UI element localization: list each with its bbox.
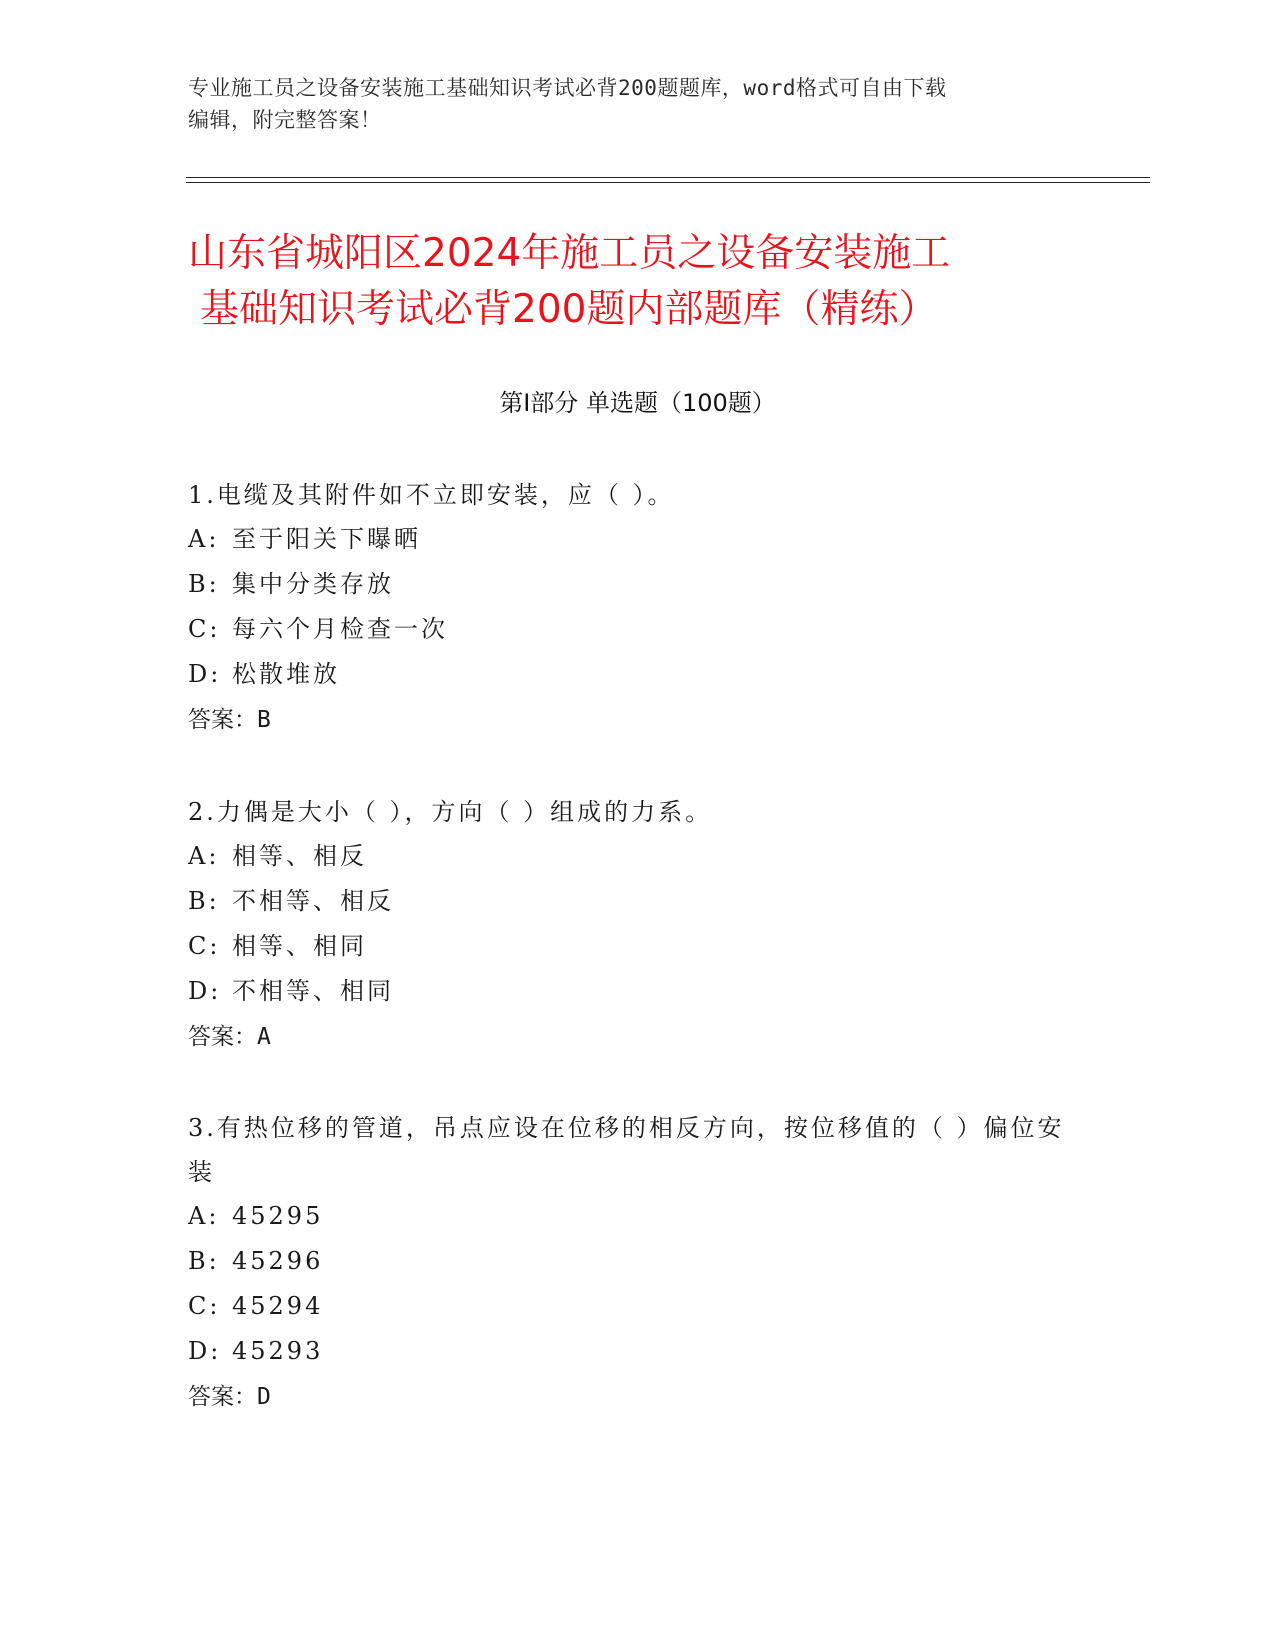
option-c [188, 1284, 1088, 1329]
option-a [188, 834, 1088, 879]
header-note [188, 72, 1068, 136]
option-key: B: [188, 1247, 220, 1275]
option-text: 松散堆放 [232, 660, 340, 688]
option-text: 每六个月检查一次 [232, 615, 448, 643]
option-d [188, 969, 1088, 1014]
header-note-line-2: 编辑，附完整答案！ [188, 108, 382, 132]
document-title-line-2: 基础知识考试必背200题内部题库（精练） [200, 287, 938, 332]
option-d [188, 652, 1088, 697]
option-b [188, 562, 1088, 607]
option-text: 集中分类存放 [232, 570, 394, 598]
option-b [188, 879, 1088, 924]
option-text: 不相等、相反 [232, 887, 394, 915]
option-c [188, 607, 1088, 652]
option-key: A: [188, 1202, 220, 1230]
option-text: 45293 [232, 1337, 324, 1365]
header-note-line-1: 专业施工员之设备安装施工基础知识考试必背200题题库，word格式可自由下载 [188, 76, 947, 100]
document-title [188, 226, 1108, 338]
option-key: D: [188, 1337, 222, 1365]
option-text: 至于阳关下曝晒 [232, 525, 421, 553]
option-key: C: [188, 1292, 221, 1320]
option-text: 相等、相反 [232, 842, 367, 870]
section-heading: 第Ⅰ部分 单选题（100题） [499, 389, 776, 417]
answer-line: 答案：B [188, 707, 271, 733]
option-c [188, 924, 1088, 969]
option-text: 45295 [232, 1202, 324, 1230]
question-stem: 3.有热位移的管道，吊点应设在位移的相反方向，按位移值的（ ）偏位安装 [188, 1114, 1065, 1186]
header-divider-bottom [186, 182, 1150, 183]
option-key: B: [188, 570, 220, 598]
option-text: 相等、相同 [232, 932, 367, 960]
option-b [188, 1239, 1088, 1284]
question-stem: 1.电缆及其附件如不立即安装，应（ ）。 [188, 481, 675, 509]
option-key: D: [188, 977, 222, 1005]
question-2 [188, 790, 1088, 1060]
option-d [188, 1329, 1088, 1374]
header-divider-top [186, 177, 1150, 178]
option-key: C: [188, 615, 221, 643]
option-key: A: [188, 525, 220, 553]
option-key: B: [188, 887, 220, 915]
option-key: D: [188, 660, 222, 688]
question-stem: 2.力偶是大小（ ），方向（ ）组成的力系。 [188, 798, 713, 826]
question-3 [188, 1106, 1088, 1420]
option-key: A: [188, 842, 220, 870]
document-title-line-1: 山东省城阳区2024年施工员之设备安装施工 [188, 231, 951, 276]
option-key: C: [188, 932, 221, 960]
question-1 [188, 473, 1088, 743]
answer-line: 答案：D [188, 1384, 271, 1410]
option-text: 不相等、相同 [232, 977, 394, 1005]
option-a [188, 1194, 1088, 1239]
answer-line: 答案：A [188, 1024, 271, 1050]
option-text: 45296 [232, 1247, 324, 1275]
option-text: 45294 [232, 1292, 324, 1320]
option-a [188, 517, 1088, 562]
